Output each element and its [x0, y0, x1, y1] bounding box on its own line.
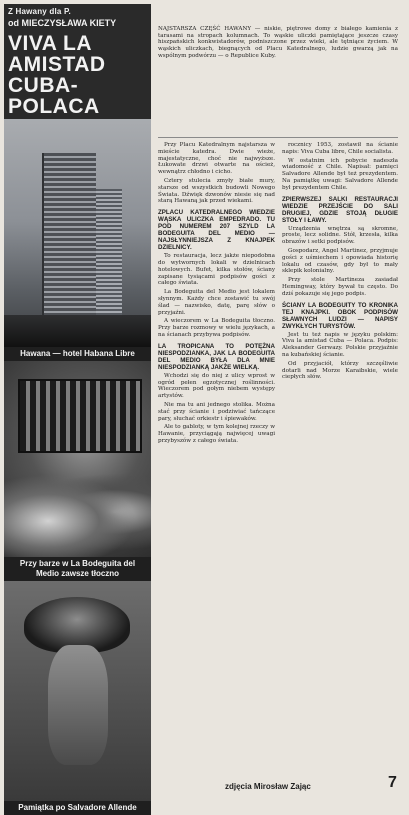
article-title [8, 33, 148, 117]
crowd-shape [4, 467, 151, 557]
street-shape [4, 315, 151, 347]
hotel-tower-shape [42, 153, 96, 323]
paragraph: Gospodarz, Angel Martinez, przyjmuje gości z uśmiechem i opowiada historię lokalu od czasów, gdy był to mały sklepik kolonialny. [282, 247, 398, 275]
page-number: 7 [388, 774, 397, 791]
divider [158, 137, 398, 138]
paragraph: Jest tu też napis w języku polskim: Viva la amistad Cuba — Polaca. Podpis: Aleksander Gerwazy. Polskie przyjaźnie na kubańskiej ścianie. [282, 331, 398, 358]
paragraph: W ostatnim ich pobycie nadeszła wiadomość z Chile. Napisał: pamięci Salvadore Allende był też prezydentem. Na pamiątkę uwagi: Salvadore Allende był prezydentem Chile. [282, 157, 398, 191]
photo-caption: Pamiątka po Salvadore Allende [4, 801, 151, 815]
section-lead: ZPIERWSZEJ SALKI RESTAURACJI WIEDZIE PRZEJŚCIE DO SALI DRUGIEJ, GDZIE STOJĄ DŁUGIE STOŁY I ŁAWY. [282, 195, 398, 224]
paragraph: Wchodzi się do niej z ulicy wprost w ogród pełen egzotycznej roślinności. Wieczorem pod gołym niebem występy artystów. [158, 372, 275, 400]
photo-caption: Hawana — hotel Habana Libre [4, 347, 151, 361]
text-column-b [282, 142, 398, 383]
paragraph: Od przyjaciół, którzy szczęśliwie dotarli nad Morze Karaibskie, wiele ciepłych słów. [282, 360, 398, 381]
photo-credit: zdjęcia Mirosław Zając [225, 782, 311, 791]
caption-line: Medio zawsze tłoczno [35, 569, 120, 578]
title-line: AMISTAD [8, 53, 106, 76]
paragraph: Ale to gabloty, w tym kolejnej rzeczy w Hawanie, przyciągają najwięcej uwagi przybyszów z całego świata. [158, 424, 275, 444]
photo-caption [4, 557, 151, 581]
title-line: POLACA [8, 95, 100, 118]
title-line: CUBA- [8, 74, 79, 97]
photo-column [4, 4, 151, 812]
hotel-photo [4, 119, 151, 347]
section-lead: ZPLACU KATEDRALNEGO WIEDZIE WĄSKA ULICZKA EMPEDRADO. TU POD NUMEREM 207 SZYLD LA BODEGUITA DEL MEDIO — NAJSŁYNNIEJSZA Z KNAJPEK DZIELNICY. [158, 209, 275, 252]
section-lead: ŚCIANY LA BODEGUITY TO KRONIKA TEJ KNAJPKI. OBOK PODPISÓW SŁAWNYCH LUDZI — NAPISY ZWYKŁYCH TURYSTÓW. [282, 301, 398, 330]
building-shape [96, 189, 122, 319]
paragraph: Nie ma tu ani jednego stolika. Można stać przy ścianie i podziwiać tańczące pary, słuchać orkiestr i śpiewaków. [158, 401, 275, 422]
paragraph: Urządzenia wnętrza są skromne, proste, lecz solidne. Stół, krzesła, kilka obrazów i setki podpisów. [282, 225, 398, 246]
bar-wall-shape [18, 379, 142, 453]
author-line: od MIECZYSŁAWA KIETY [8, 18, 117, 28]
article-header [4, 4, 151, 119]
title-line: VIVA LA [8, 32, 93, 55]
text-column-a [158, 142, 275, 447]
caption-line: Przy barze w La Bodeguita del [19, 559, 136, 568]
paragraph: To restauracja, lecz jakże niepodobna do wytwornych lokali w dzielnicach hotelowych. Bufet, kilka stołów, ściany zapisane tysiącami podpisów gości z całego świata. [158, 253, 275, 287]
paragraph: A wieczorem w La Bodeguita tłoczno. Przy barze rozmowy w wielu językach, a na ścianach przybywa podpisów. [158, 318, 275, 338]
paragraph: Przy stole Martineza zasiadał Hemingway, który bywał tu często. Do dziś pokazuje się jego podpis. [282, 277, 398, 297]
hat-photo [4, 581, 151, 801]
paragraph: La Bodeguita del Medio jest lokalem słynnym. Każdy chce zostawić tu swój ślad — nazwisko, datę, parę słów o przyjaźni. [158, 289, 275, 316]
paragraph: rocznicy 1953, zostawił na ścianie napis: Viva Cuba libre, Chile socialista. [282, 142, 398, 155]
paragraph: Przy Placu Katedralnym najstarsza w mieście katedra. Dwie wieże, majestatyczne, choć nie najwyższe. Łukowate drzwi otwarte na oścież, wewnątrz chłodno i cicho. [158, 142, 275, 176]
figure-shape [48, 645, 108, 765]
section-lead: LA TROPICANA TO POTĘŻNA NIESPODZIANKA, JAK LA BODEGUITA DEL MEDIO BYŁA DLA MNIE NIESPODZIANKĄ JAKŻE WIELKĄ. [158, 342, 275, 371]
kicker-line: Z Hawany dla P. [8, 7, 71, 16]
paragraph: Cztery stulecia zmyły białe mury, starsze od wszystkich budowli Nowego Świata. Dźwięk dzwonów niesie się nad starą Hawaną jak przed wiekami. [158, 177, 275, 205]
bar-photo [4, 361, 151, 557]
article-intro: NAJSTARSZA CZĘŚĆ HAWANY — niskie, piętrowe domy z białego kamienia z tarasami na stropach kolumnach. To wąskie uliczki pamiętające jeszcze czasy hiszpańskich konkwistadorów, podniszczone przez wieki, ale tętniące życiem. W wąskich uliczkach, biegnących od Placu Katedralnego, ludzie gwarzą jak na wspólnym podwórzu — o Republice Kuby. [158, 26, 398, 59]
